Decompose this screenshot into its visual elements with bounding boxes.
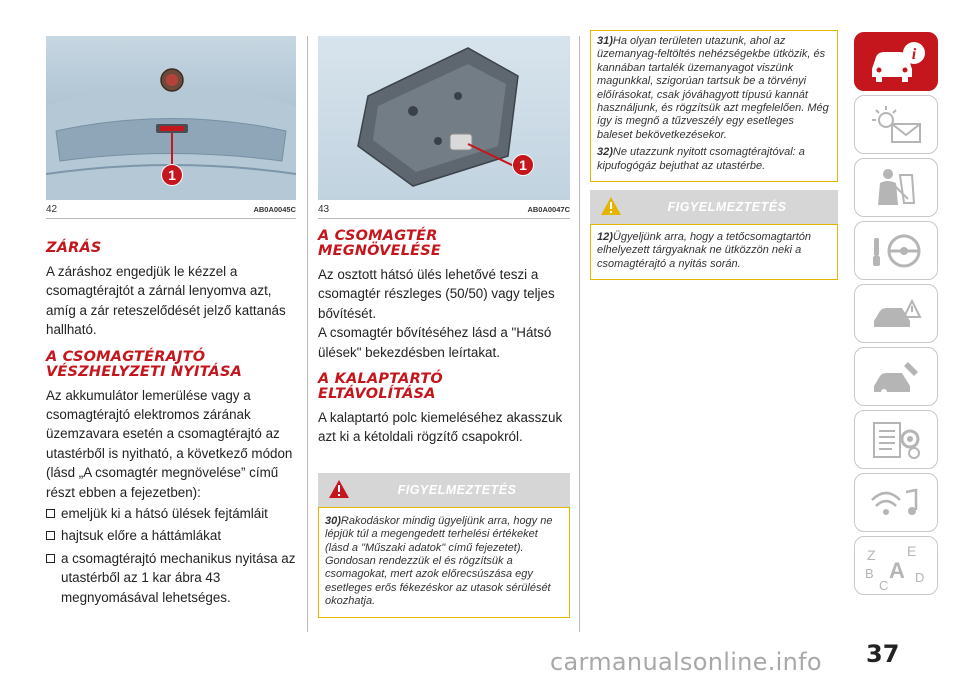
note-32: 32)Ne utazzunk nyitott csomagtérajtóval: a kipufogógáz bejuthat az utastérbe.: [597, 146, 805, 172]
chapter-nav: [854, 32, 938, 599]
column-divider: [579, 36, 580, 632]
chapter-multimedia[interactable]: [854, 473, 938, 532]
list-item: emeljük ki a hátsó ülések fejtámláit: [46, 504, 296, 523]
svg-text:Z: Z: [867, 546, 876, 563]
chapter-getting-to-know-car[interactable]: [854, 32, 938, 91]
list-item: hajtsuk előre a háttámlákat: [46, 526, 296, 545]
section-title-parcel-shelf-removal: A KALAPTARTÓ ELTÁVOLÍTÁSA: [318, 371, 443, 403]
figure-code: AB0A0045C: [253, 205, 296, 214]
svg-text:C: C: [879, 577, 889, 592]
callout-1: 1: [161, 164, 183, 186]
svg-text:A: A: [889, 557, 905, 583]
warning-title: FIGYELMEZTETÉS: [397, 482, 517, 497]
watermark: carmanualsonline.info: [550, 648, 822, 676]
warning-triangle-icon: [600, 196, 622, 216]
emergency-steps-list: [46, 504, 296, 607]
warning-header: [318, 473, 570, 507]
luggage-enlarging-text: Az osztott hátsó ülés lehetővé teszi a csomagtér részleges (50/50) vagy teljes bővítését.: [318, 267, 555, 321]
figure-42: [46, 36, 296, 200]
safety-seat-icon: [864, 165, 928, 211]
warning-box: [590, 224, 838, 280]
emergency-car-icon: [864, 291, 928, 337]
figure-code: AB0A0047C: [527, 205, 570, 214]
warning-title: FIGYELMEZTETÉS: [667, 200, 787, 215]
warning-number: 30): [325, 514, 341, 527]
column-2: [318, 0, 570, 618]
warning-triangle-icon: [328, 479, 350, 499]
column-3: [590, 30, 838, 280]
svg-text:E: E: [907, 542, 917, 559]
section-title-closing: ZÁRÁS: [46, 240, 102, 256]
warning-text: 12)Ügyeljünk arra, hogy a tetőcsomagtartón elhelyezett tárgyaknak ne ütközzön neki a csomagtérajtó a nyitás során.: [597, 231, 812, 270]
callout-1: 1: [512, 154, 534, 176]
chapter-maintenance[interactable]: [854, 347, 938, 406]
lock-mechanism-illustration: [318, 36, 570, 200]
emergency-opening-text: Az akkumulátor lemerülése vagy a csomagtérajtó elektromos zárának üzemzavara esetén a csomagtérajtó az utastérből is nyitható, a következő módon (lásd „A csomagtér megnövelése” című részt ebben a fejezetben):: [46, 387, 293, 500]
chapter-in-an-emergency[interactable]: [854, 284, 938, 343]
steering-wheel-icon: [864, 228, 928, 274]
maintenance-car-icon: [864, 354, 928, 400]
svg-text:D: D: [915, 569, 925, 585]
figure-number: 42: [46, 204, 58, 215]
multimedia-icon: [864, 480, 928, 526]
warning-header: [590, 190, 838, 224]
warning-box: [318, 507, 570, 618]
figure-42-caption: [46, 200, 296, 219]
figure-43-caption: [318, 200, 570, 219]
warning-text: 30)Rakodáskor mindig ügyeljünk arra, hogy ne lépjük túl a megengedett terhelési értékeket (lásd a "Műszaki adatok" című fejezetet). Gondosan rendezzük el és rögzítsük a csomagokat, mert azok előrecsúszása egy esetleges erős fékezéskor az utasok sérülését okozhatja.: [325, 514, 553, 608]
chapter-technical-data[interactable]: [854, 410, 938, 469]
index-letters-icon: [861, 540, 931, 592]
closing-text: A záráshoz engedjük le kézzel a csomagtérajtót a zárnál lenyomva azt, amíg a zár reteszelődését jelző kattanás hallható.: [46, 264, 286, 338]
page-number: 37: [866, 640, 900, 668]
column-divider: [307, 36, 308, 632]
note-number: 31): [597, 35, 613, 47]
parcel-shelf-text: A kalaptartó polc kiemeléséhez akasszuk azt ki a kétoldali rögzítő csapokról.: [318, 410, 563, 445]
svg-text:B: B: [865, 565, 874, 581]
section-title-emergency-opening: A CSOMAGTÉRAJTÓ VÉSZHELYZETI NYITÁSA: [46, 348, 243, 380]
note-31: 31)Ha olyan területen utazunk, ahol az üzemanyag-feltöltés nehézségekbe ütközik, és kannában tartalék üzemanyagot viszünk magunkkal, szigorúan tartsuk be a törvényi előírásokat, csak jóváhagyott típusú kannát használjunk, és rögzítsük azt megfelelően. Még így is megnő a tűzveszély egy esetleges baleset bekövetkezésekor.: [597, 35, 829, 141]
section-title-luggage-enlarging: A CSOMAGTÉR MEGNÖVELÉSE: [318, 228, 442, 259]
warning-lights-envelope-icon: [864, 102, 928, 148]
figure-43: [318, 36, 570, 200]
warning-number: 12): [597, 231, 613, 244]
chapter-index[interactable]: [854, 536, 938, 595]
note-number: 32): [597, 146, 613, 159]
figure-number: 43: [318, 204, 330, 215]
note-box: [590, 30, 838, 182]
chapter-starting-driving[interactable]: [854, 221, 938, 280]
chapter-safety[interactable]: [854, 158, 938, 217]
column-1: [46, 0, 296, 610]
luggage-enlarging-reference: A csomagtér bővítéséhez lásd a "Hátsó ülések" bekezdésben leírtakat.: [318, 325, 552, 360]
svg-text:i: i: [911, 45, 917, 63]
chapter-warning-lights[interactable]: [854, 95, 938, 154]
list-item: a csomagtérajtó mechanikus nyitása az utastérből az 1 kar ábra 43 megnyomásával lehetséges.: [46, 549, 296, 607]
technical-data-gears-icon: [864, 417, 928, 463]
car-info-icon: [864, 39, 928, 85]
